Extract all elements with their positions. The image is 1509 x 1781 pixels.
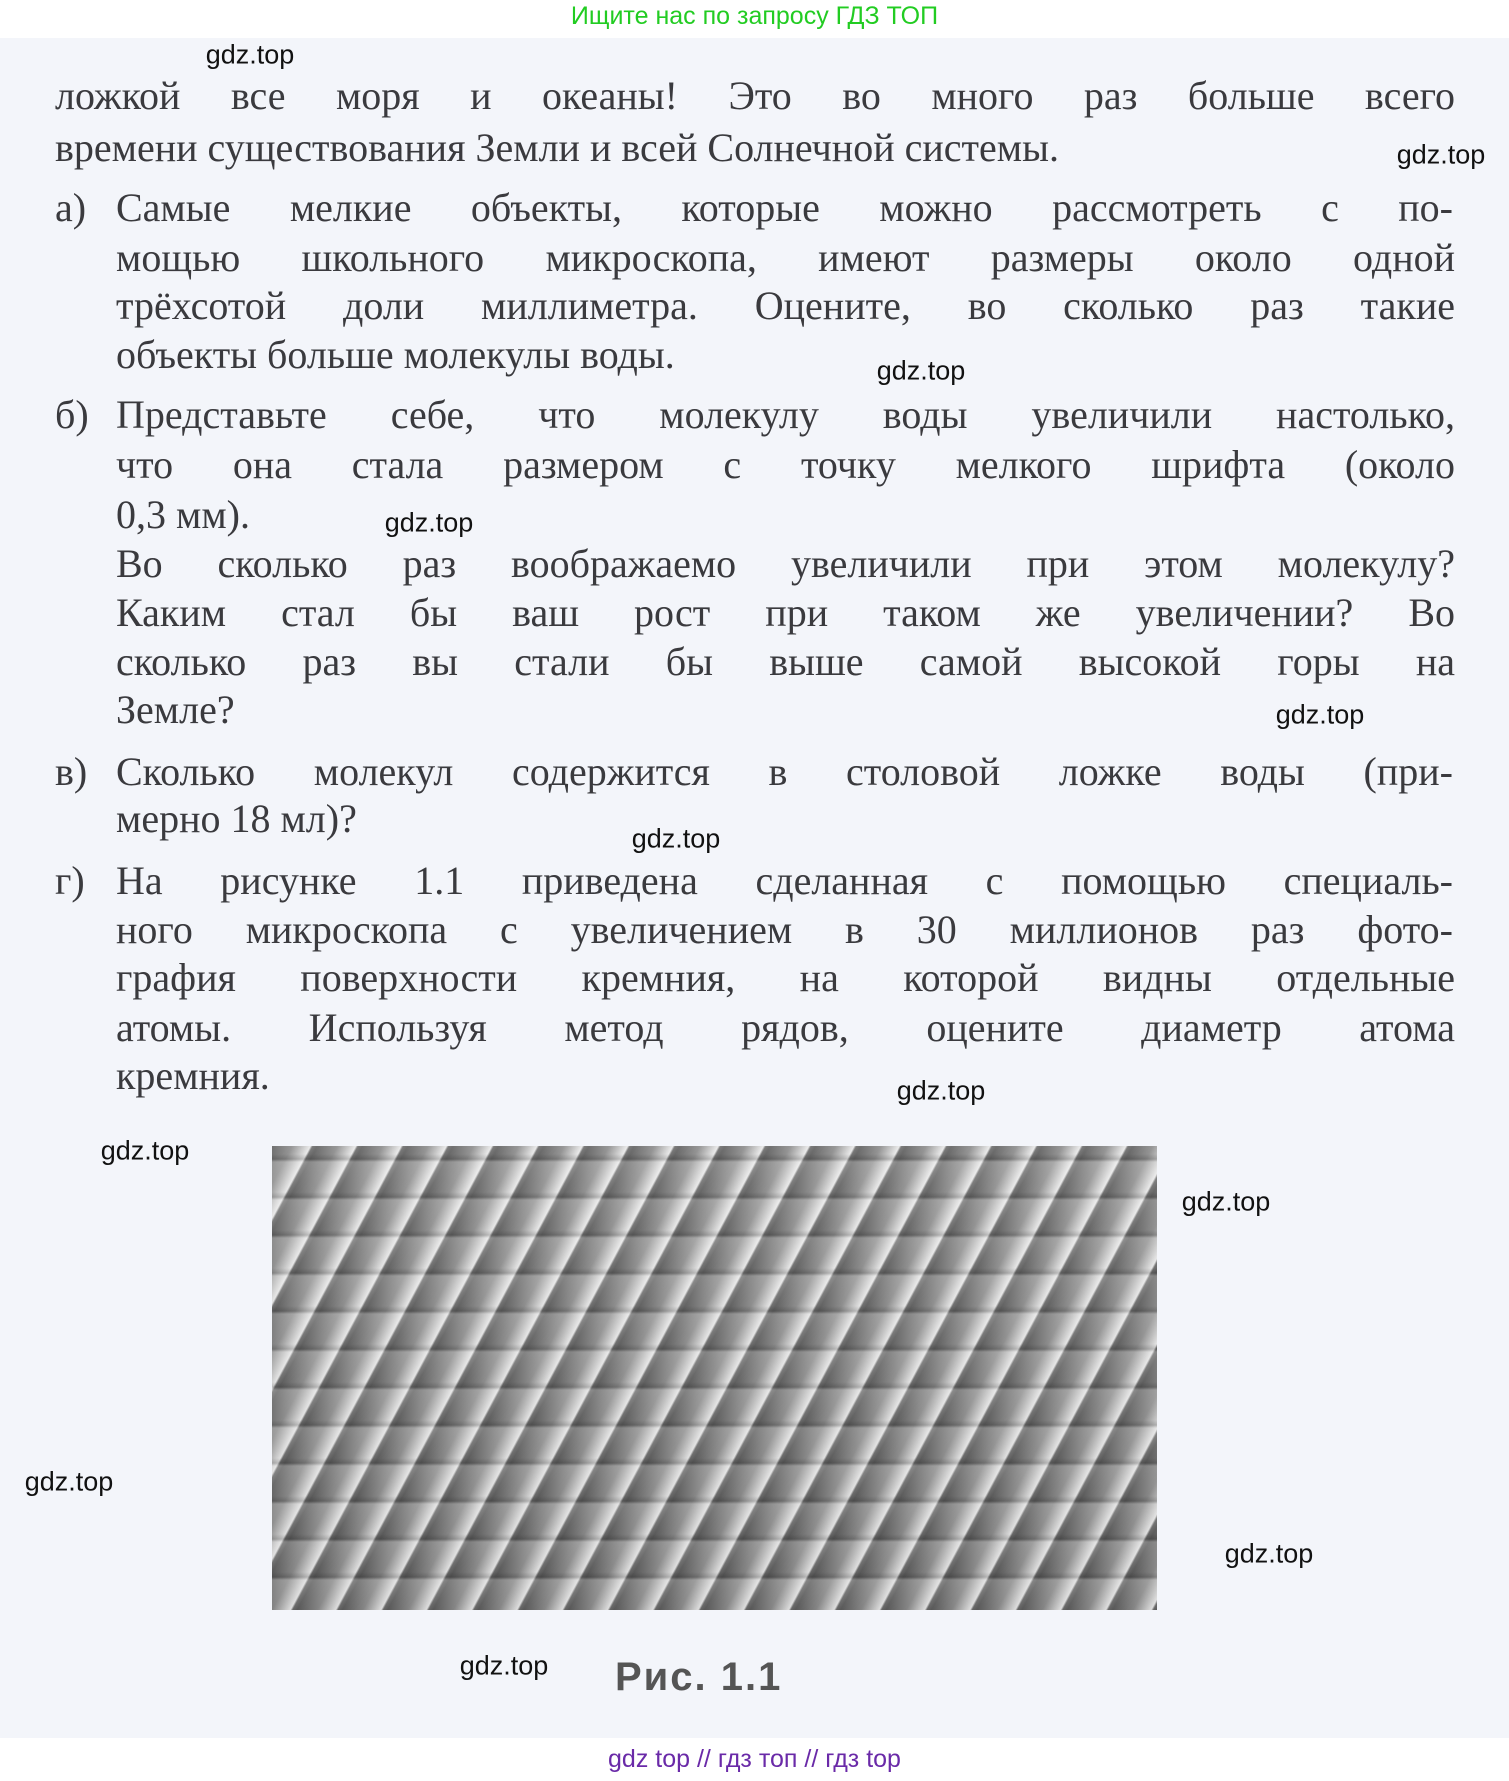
item-label: б) xyxy=(55,392,89,437)
search-banner: Ищите нас по запросу ГДЗ ТОП xyxy=(570,2,939,30)
watermark-link[interactable]: gdz.top xyxy=(205,39,295,70)
text-line: 0,3 мм). xyxy=(116,492,250,537)
watermark-link[interactable]: gdz.top xyxy=(876,355,966,386)
text-line: На рисунке 1.1 приведена сделанная с помощью специаль- xyxy=(116,858,1453,903)
text-line: Сколько молекул содержится в столовой ложке воды (при- xyxy=(116,749,1453,794)
watermark-link[interactable]: gdz.top xyxy=(1224,1538,1314,1569)
text-line: Самые мелкие объекты, которые можно рассмотреть с по- xyxy=(116,185,1453,230)
watermark-link[interactable]: gdz.top xyxy=(24,1466,114,1497)
text-line: объекты больше молекулы воды. xyxy=(116,332,675,377)
text-line: атомы. Используя метод рядов, оцените диаметр атома xyxy=(116,1005,1455,1050)
footer-links: gdz top // гдз топ // гдз top xyxy=(608,1745,901,1773)
text-line: мерно 18 мл)? xyxy=(116,796,357,841)
watermark-link[interactable]: gdz.top xyxy=(631,823,721,854)
watermark-link[interactable]: gdz.top xyxy=(459,1650,549,1681)
watermark-link[interactable]: gdz.top xyxy=(1275,699,1365,730)
watermark-link[interactable]: gdz.top xyxy=(384,507,474,538)
watermark-link[interactable]: gdz.top xyxy=(896,1075,986,1106)
text-line: Представьте себе, что молекулу воды увеличили настолько, xyxy=(116,392,1455,437)
text-line: сколько раз вы стали бы выше самой высокой горы на xyxy=(116,639,1455,684)
item-label: г) xyxy=(55,858,85,903)
figure-caption: Рис. 1.1 xyxy=(615,1655,783,1699)
text-line: мощью школьного микроскопа, имеют размеры около одной xyxy=(116,235,1455,280)
text-line: кремния. xyxy=(116,1053,270,1098)
silicon-surface-micrograph xyxy=(272,1146,1157,1610)
watermark-link[interactable]: gdz.top xyxy=(1181,1186,1271,1217)
text-line: Каким стал бы ваш рост при таком же увеличении? Во xyxy=(116,590,1455,635)
text-line: Земле? xyxy=(116,687,235,732)
text-line: трёхсотой доли миллиметра. Оцените, во сколько раз такие xyxy=(116,283,1455,328)
watermark-link[interactable]: gdz.top xyxy=(100,1135,190,1166)
item-label: а) xyxy=(55,185,87,230)
item-label: в) xyxy=(55,749,88,794)
text-line: времени существования Земли и всей Солнечной системы. xyxy=(55,125,1059,170)
watermark-link[interactable]: gdz.top xyxy=(1396,139,1486,170)
text-line: Во сколько раз воображаемо увеличили при этом молекулу? xyxy=(116,541,1455,586)
text-line: графия поверхности кремния, на которой видны отдельные xyxy=(116,955,1455,1000)
text-line: ного микроскопа с увеличением в 30 миллионов раз фото- xyxy=(116,907,1453,952)
text-line: ложкой все моря и океаны! Это во много раз больше всего xyxy=(55,73,1455,118)
text-line: что она стала размером с точку мелкого шрифта (около xyxy=(116,442,1455,487)
